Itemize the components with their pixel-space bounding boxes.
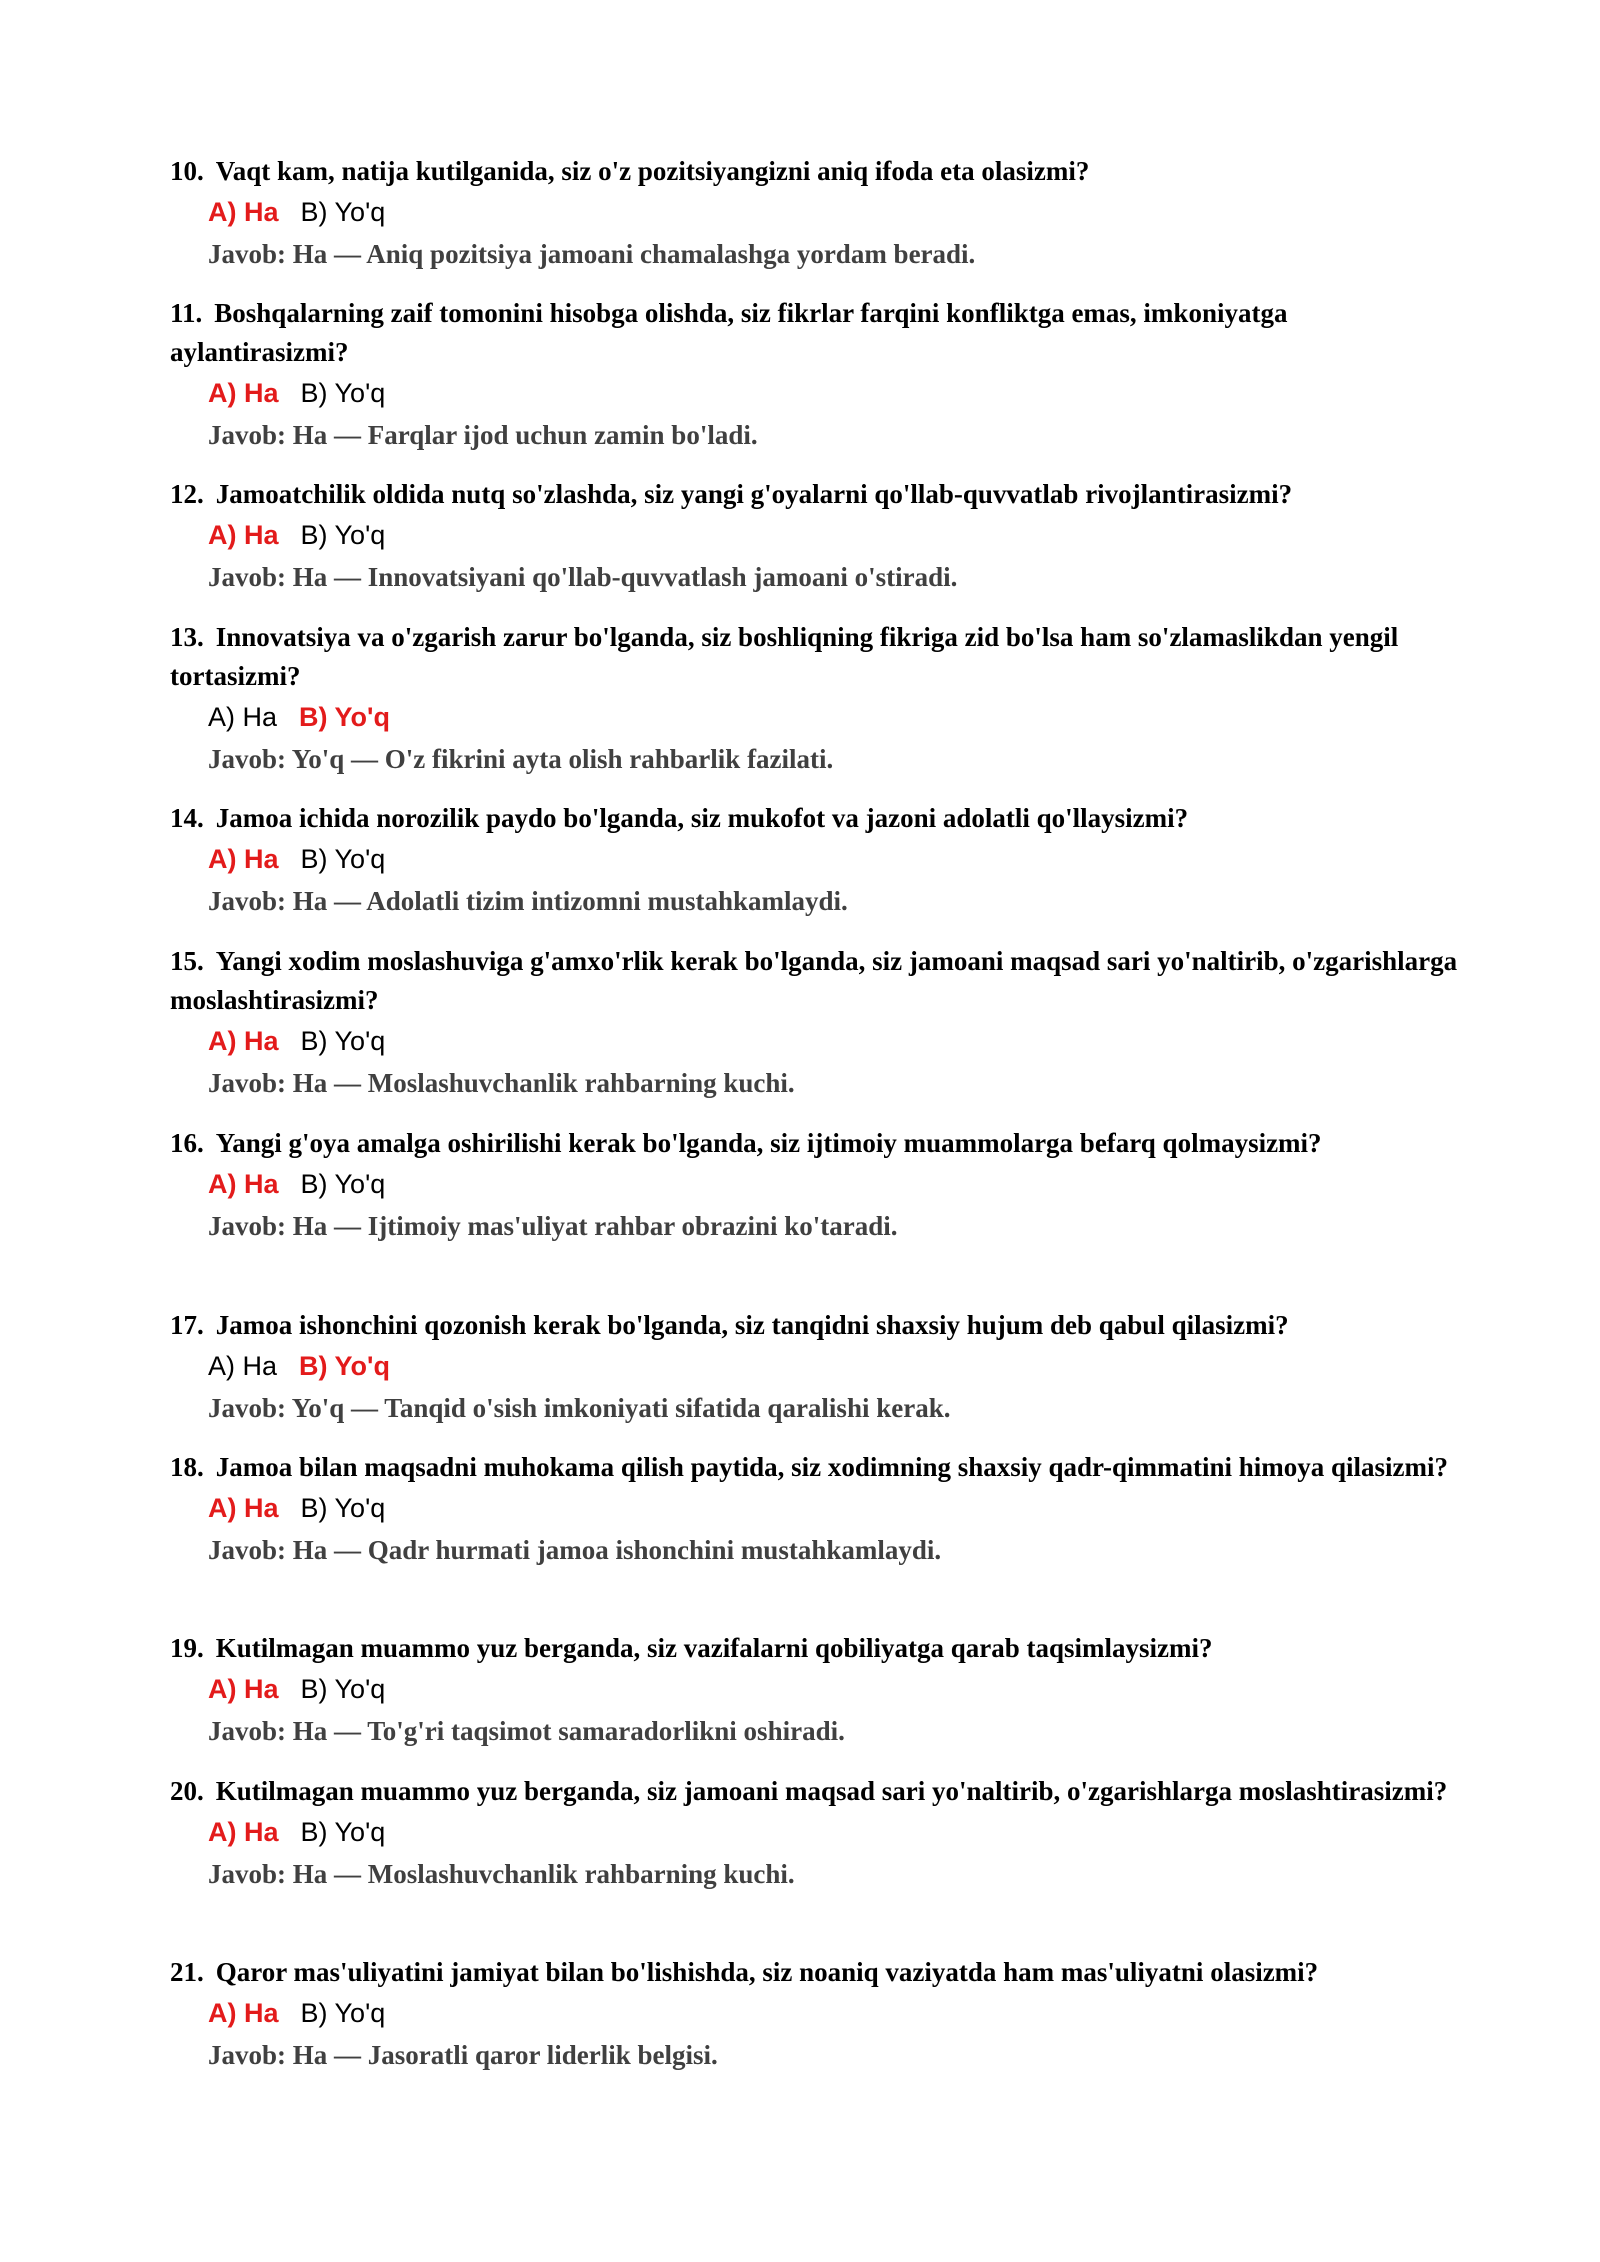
question-body: Jamoatchilik oldida nutq so'zlashda, siz yangi g'oyalarni qo'llab-quvvatlab rivojlantirasizmi? [215,479,1293,509]
answer-options [208,696,1460,738]
question-text [170,799,1460,838]
question-text [170,1629,1460,1668]
question-number: 16. [170,1128,204,1158]
option-a[interactable]: A) Ha [208,1351,278,1381]
question-text [170,1772,1460,1811]
question-17 [170,1306,1460,1429]
question-number: 21. [170,1957,204,1987]
question-number: 17. [170,1310,204,1340]
option-a[interactable]: A) Ha [208,1817,279,1847]
option-a[interactable]: A) Ha [208,1026,279,1056]
answer-explanation: Javob: Ha — Qadr hurmati jamoa ishonchini mustahkamlaydi. [208,1535,942,1565]
option-a[interactable]: A) Ha [208,844,279,874]
answer-options [208,1992,1460,2034]
option-b[interactable]: B) Yo'q [300,520,386,550]
question-number: 18. [170,1452,204,1482]
question-12 [170,475,1460,598]
question-number: 11. [170,298,203,328]
option-a[interactable]: A) Ha [208,702,278,732]
option-a[interactable]: A) Ha [208,1998,279,2028]
option-b[interactable]: B) Yo'q [299,702,390,732]
answer-options [208,514,1460,556]
answer-options [208,1487,1460,1529]
question-body: Jamoa ichida norozilik paydo bo'lganda, siz mukofot va jazoni adolatli qo'llaysizmi? [215,803,1189,833]
answer-explanation: Javob: Yo'q — Tanqid o'sish imkoniyati sifatida qaralishi kerak. [208,1393,951,1423]
option-a[interactable]: A) Ha [208,197,279,227]
question-13 [170,618,1460,780]
question-15 [170,942,1460,1104]
answer-options [208,372,1460,414]
question-number: 12. [170,479,204,509]
answer-options [208,1020,1460,1062]
answer-options [208,1668,1460,1710]
question-number: 15. [170,946,204,976]
question-text [170,1448,1460,1487]
option-b[interactable]: B) Yo'q [300,1026,386,1056]
question-number: 13. [170,622,204,652]
question-body: Innovatsiya va o'zgarish zarur bo'lganda, siz boshliqning fikriga zid bo'lsa ham so'zlamaslikdan yengil tortasizmi? [170,622,1399,691]
question-text [170,1124,1460,1163]
question-14 [170,799,1460,922]
question-number: 19. [170,1633,204,1663]
option-a[interactable]: A) Ha [208,1169,279,1199]
option-b[interactable]: B) Yo'q [299,1351,390,1381]
option-a[interactable]: A) Ha [208,1674,279,1704]
answer-options [208,1163,1460,1205]
question-20 [170,1772,1460,1895]
option-b[interactable]: B) Yo'q [300,1169,386,1199]
question-text [170,618,1460,696]
answer-explanation: Javob: Ha — Adolatli tizim intizomni mustahkamlaydi. [208,886,848,916]
question-text [170,294,1460,372]
answer-explanation: Javob: Ha — Aniq pozitsiya jamoani chamalashga yordam beradi. [208,239,976,269]
answer-explanation: Javob: Ha — Moslashuvchanlik rahbarning kuchi. [208,1859,795,1889]
question-19 [170,1629,1460,1752]
option-b[interactable]: B) Yo'q [300,1674,386,1704]
answer-explanation: Javob: Ha — Jasoratli qaror liderlik belgisi. [208,2040,718,2070]
question-text [170,475,1460,514]
question-11 [170,294,1460,456]
answer-explanation: Javob: Ha — Ijtimoiy mas'uliyat rahbar obrazini ko'taradi. [208,1211,898,1241]
answer-explanation: Javob: Ha — To'g'ri taqsimot samaradorlikni oshiradi. [208,1716,845,1746]
question-body: Qaror mas'uliyatini jamiyat bilan bo'lishishda, siz noaniq vaziyatda ham mas'uliyatni olasizmi? [215,1957,1319,1987]
option-b[interactable]: B) Yo'q [300,1817,386,1847]
answer-explanation: Javob: Ha — Moslashuvchanlik rahbarning kuchi. [208,1068,795,1098]
question-body: Jamoa ishonchini qozonish kerak bo'lganda, siz tanqidni shaxsiy hujum deb qabul qilasizmi? [215,1310,1289,1340]
question-18 [170,1448,1460,1571]
question-16 [170,1124,1460,1247]
answer-options [208,838,1460,880]
option-b[interactable]: B) Yo'q [300,378,386,408]
option-b[interactable]: B) Yo'q [300,1493,386,1523]
question-body: Yangi xodim moslashuviga g'amxo'rlik kerak bo'lganda, siz jamoani maqsad sari yo'naltirib, o'zgarishlarga moslashtirasizmi? [170,946,1458,1015]
question-text [170,1953,1460,1992]
option-a[interactable]: A) Ha [208,1493,279,1523]
option-a[interactable]: A) Ha [208,520,279,550]
answer-explanation: Javob: Yo'q — O'z fikrini ayta olish rahbarlik fazilati. [208,744,834,774]
question-text [170,942,1460,1020]
option-b[interactable]: B) Yo'q [300,197,386,227]
question-body: Boshqalarning zaif tomonini hisobga olishda, siz fikrlar farqini konfliktga emas, imkoniyatga aylantirasizmi? [170,298,1288,367]
question-number: 14. [170,803,204,833]
question-10 [170,152,1460,275]
option-b[interactable]: B) Yo'q [300,1998,386,2028]
question-text [170,152,1460,191]
answer-options [208,1345,1460,1387]
answer-options [208,191,1460,233]
question-21 [170,1953,1460,2076]
question-body: Jamoa bilan maqsadni muhokama qilish paytida, siz xodimning shaxsiy qadr-qimmatini himoya qilasizmi? [215,1452,1449,1482]
question-number: 10. [170,156,204,186]
question-number: 20. [170,1776,204,1806]
answer-options [208,1811,1460,1853]
option-b[interactable]: B) Yo'q [300,844,386,874]
question-body: Yangi g'oya amalga oshirilishi kerak bo'lganda, siz ijtimoiy muammolarga befarq qolmaysizmi? [215,1128,1322,1158]
option-a[interactable]: A) Ha [208,378,279,408]
question-body: Kutilmagan muammo yuz berganda, siz jamoani maqsad sari yo'naltirib, o'zgarishlarga moslashtirasizmi? [215,1776,1448,1806]
question-body: Kutilmagan muammo yuz berganda, siz vazifalarni qobiliyatga qarab taqsimlaysizmi? [215,1633,1213,1663]
answer-explanation: Javob: Ha — Innovatsiyani qo'llab-quvvatlash jamoani o'stiradi. [208,562,958,592]
answer-explanation: Javob: Ha — Farqlar ijod uchun zamin bo'ladi. [208,420,758,450]
question-text [170,1306,1460,1345]
question-body: Vaqt kam, natija kutilganida, siz o'z pozitsiyangizni aniq ifoda eta olasizmi? [215,156,1090,186]
